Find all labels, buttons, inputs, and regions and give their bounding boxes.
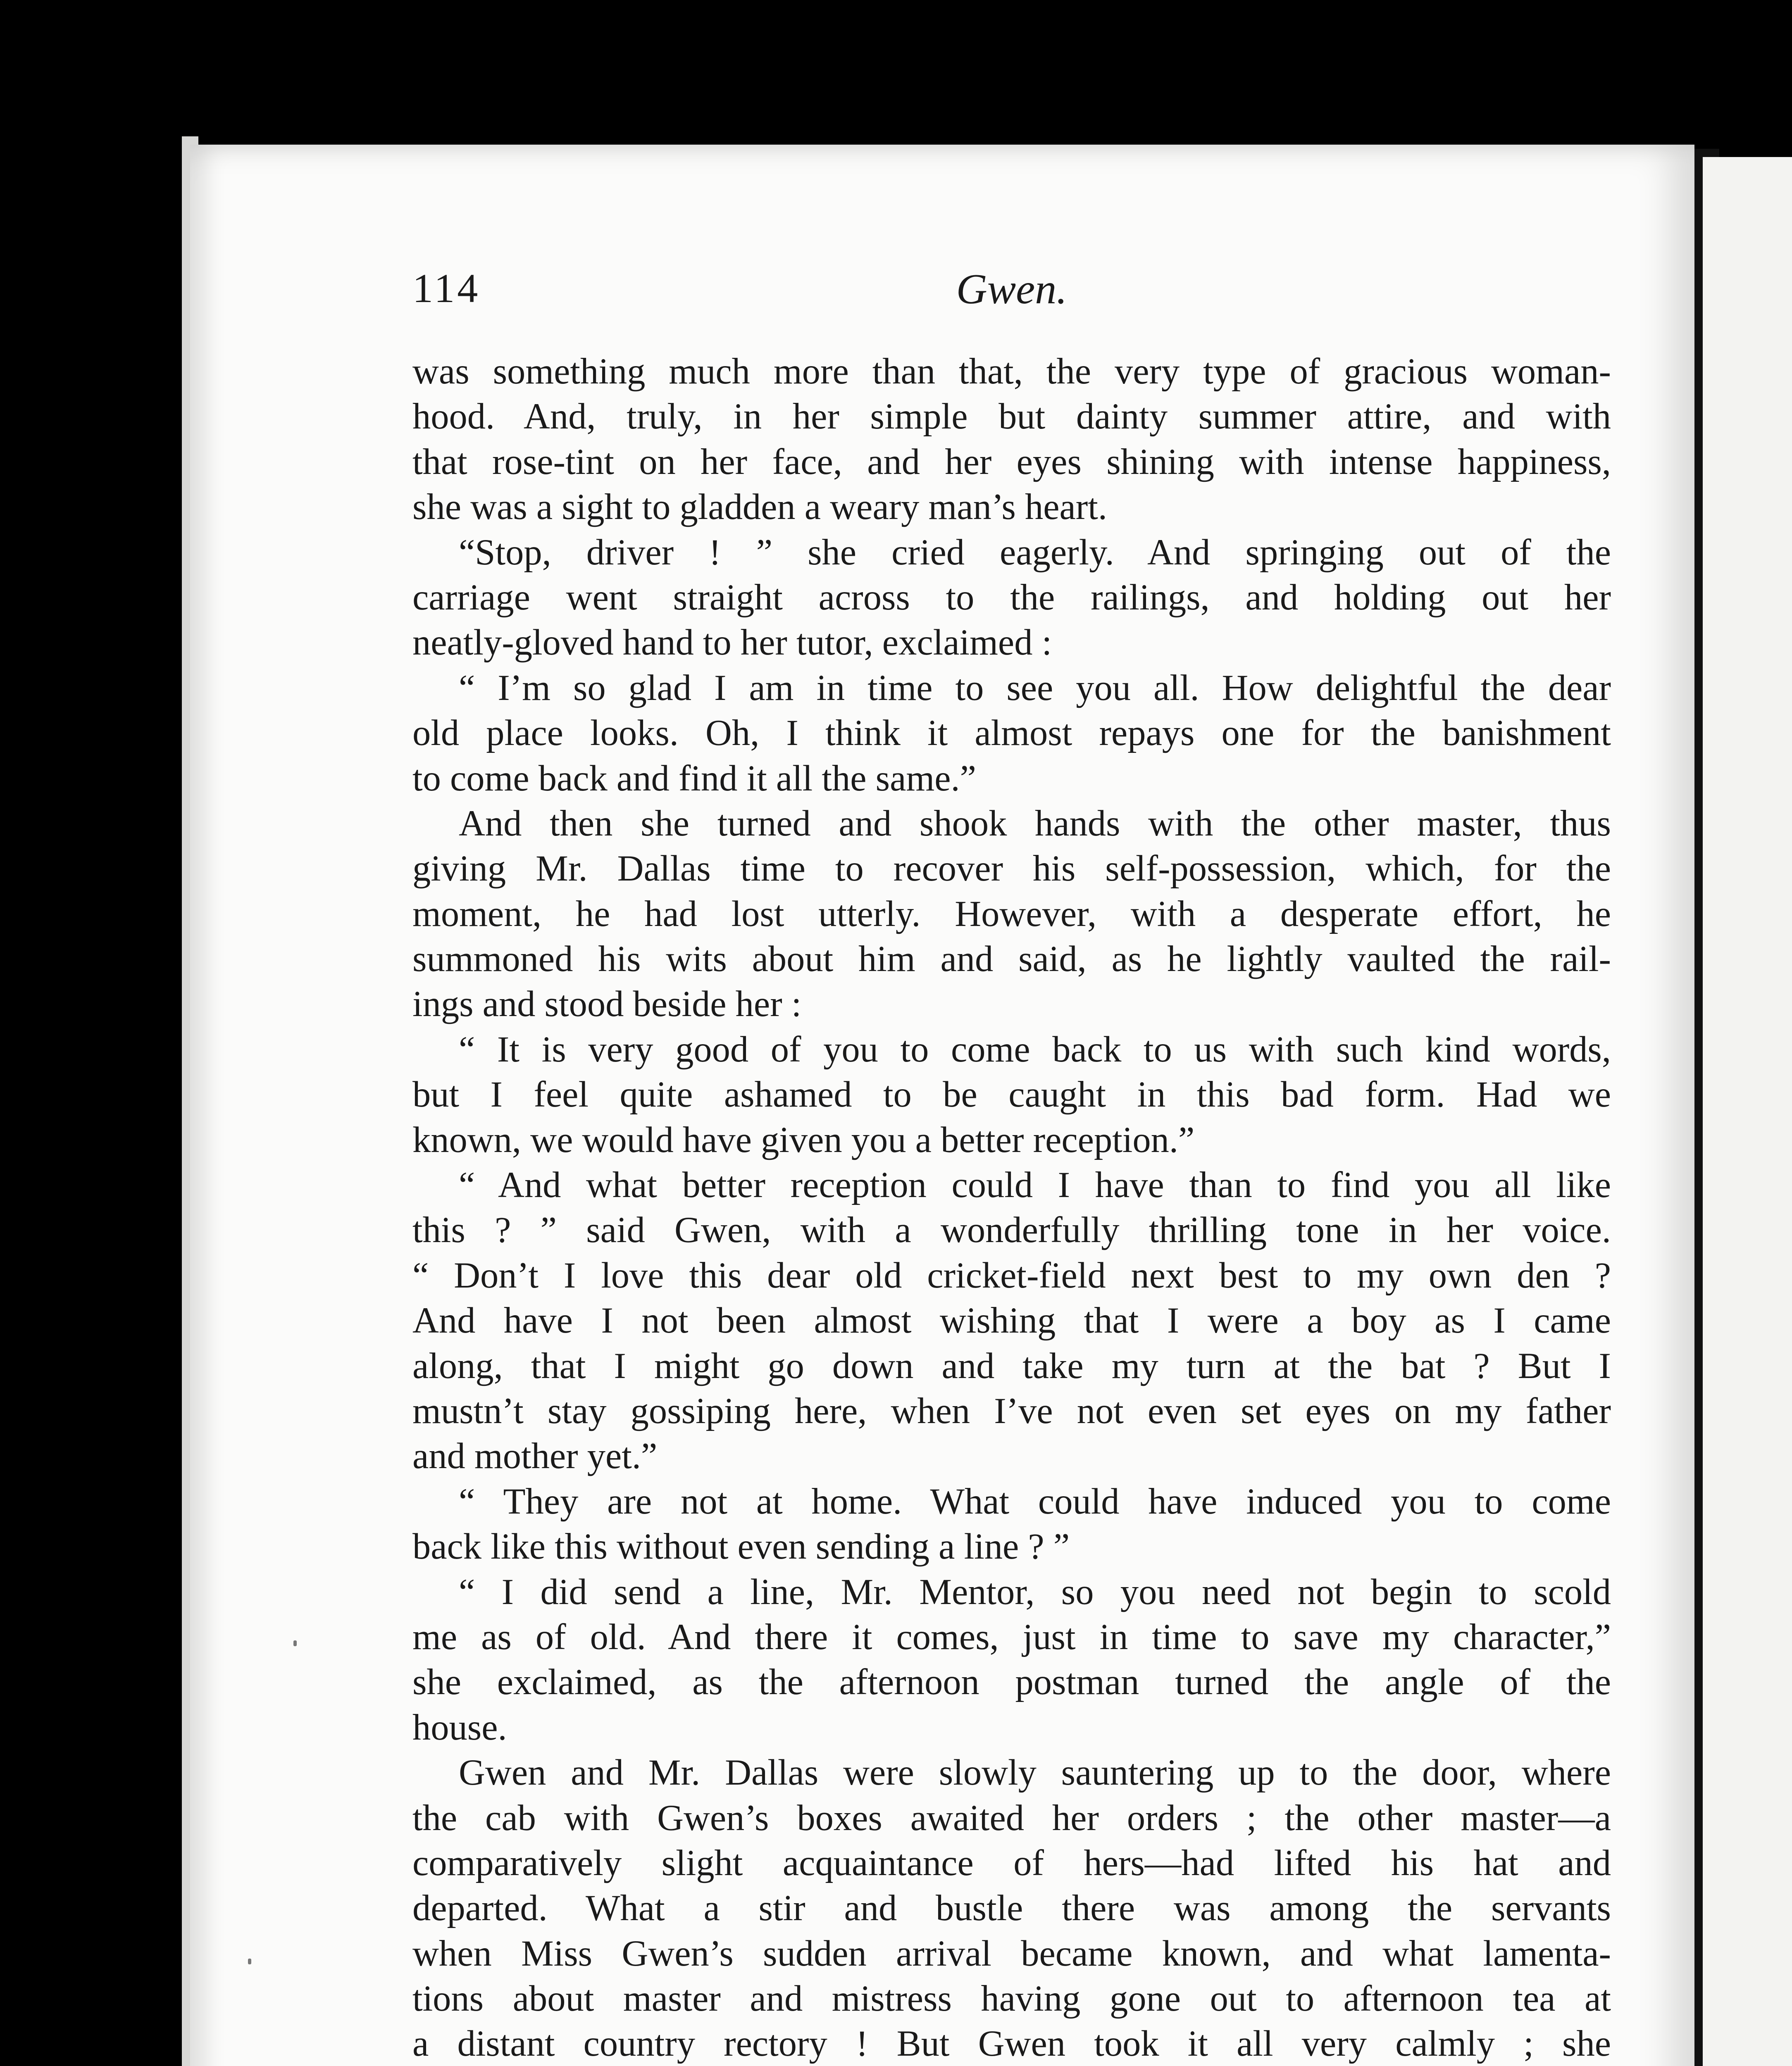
text-line: back like this without even sending a line ? ”	[412, 1526, 1070, 1567]
text-line: when Miss Gwen’s sudden arrival became known, and what lamenta-	[412, 1933, 1611, 1974]
text-line: known, we would have given you a better reception.”	[412, 1119, 1195, 1160]
text-line: And then she turned and shook hands with the other master, thus	[459, 803, 1611, 844]
text-line: this ? ” said Gwen, with a wonderfully thrilling tone in her voice.	[412, 1210, 1611, 1251]
text-line: And have I not been almost wishing that I were a boy as I came	[412, 1300, 1611, 1341]
text-line: was something much more than that, the very type of gracious woman-	[412, 351, 1611, 392]
print-speck	[293, 1640, 297, 1646]
body-text	[412, 349, 1611, 2066]
text-line: carriage went straight across to the railings, and holding out her	[412, 577, 1611, 618]
text-line: “Stop, driver ! ” she cried eagerly. And springing out of the	[459, 532, 1611, 573]
text-line: “ I did send a line, Mr. Mentor, so you need not begin to scold	[459, 1571, 1611, 1612]
text-line: “ I’m so glad I am in time to see you all. How delightful the dear	[459, 667, 1611, 708]
text-line: and mother yet.”	[412, 1436, 658, 1477]
text-line: mustn’t stay gossiping here, when I’ve not even set eyes on my father	[412, 1390, 1611, 1431]
text-line: giving Mr. Dallas time to recover his self-possession, which, for the	[412, 848, 1611, 889]
text-line: summoned his wits about him and said, as he lightly vaulted the rail-	[412, 939, 1611, 980]
running-title: Gwen.	[956, 265, 1068, 313]
text-line: me as of old. And there it comes, just in time to save my character,”	[412, 1616, 1611, 1657]
text-line: along, that I might go down and take my turn at the bat ? But I	[412, 1345, 1611, 1386]
text-line: comparatively slight acquaintance of hers—had lifted his hat and	[412, 1842, 1611, 1883]
text-line: old place looks. Oh, I think it almost repays one for the banishment	[412, 713, 1611, 754]
text-line: “ They are not at home. What could have induced you to come	[459, 1481, 1611, 1522]
text-line: she exclaimed, as the afternoon postman turned the angle of the	[412, 1662, 1611, 1703]
text-line: tions about master and mistress having gone out to afternoon tea at	[412, 1978, 1611, 2019]
facing-page-edge	[1703, 157, 1792, 2066]
text-line: a distant country rectory ! But Gwen took it all very calmly ; she	[412, 2023, 1611, 2064]
page-number: 114	[412, 265, 481, 311]
text-line: “ And what better reception could I have than to find you all like	[459, 1165, 1611, 1206]
text-line: “ Don’t I love this dear old cricket-field next best to my own den ?	[412, 1255, 1611, 1296]
text-line: Gwen and Mr. Dallas were slowly sauntering up to the door, where	[459, 1752, 1611, 1793]
text-line: she was a sight to gladden a weary man’s heart.	[412, 487, 1107, 528]
text-line: to come back and find it all the same.”	[412, 758, 976, 799]
text-line: house.	[412, 1707, 507, 1748]
text-line: neatly-gloved hand to her tutor, exclaimed :	[412, 622, 1052, 663]
text-line: but I feel quite ashamed to be caught in this bad form. Had we	[412, 1074, 1611, 1115]
text-line: “ It is very good of you to come back to us with such kind words,	[459, 1029, 1611, 1070]
text-line: ings and stood beside her :	[412, 984, 802, 1025]
page-header	[412, 264, 1611, 322]
text-line: the cab with Gwen’s boxes awaited her orders ; the other master—a	[412, 1797, 1611, 1838]
print-speck	[248, 1959, 251, 1964]
text-line: departed. What a stir and bustle there was among the servants	[412, 1888, 1611, 1929]
text-line: hood. And, truly, in her simple but dainty summer attire, and with	[412, 396, 1611, 437]
text-line: that rose-tint on her face, and her eyes shining with intense happiness,	[412, 441, 1611, 482]
text-line: moment, he had lost utterly. However, with a desperate effort, he	[412, 893, 1611, 934]
